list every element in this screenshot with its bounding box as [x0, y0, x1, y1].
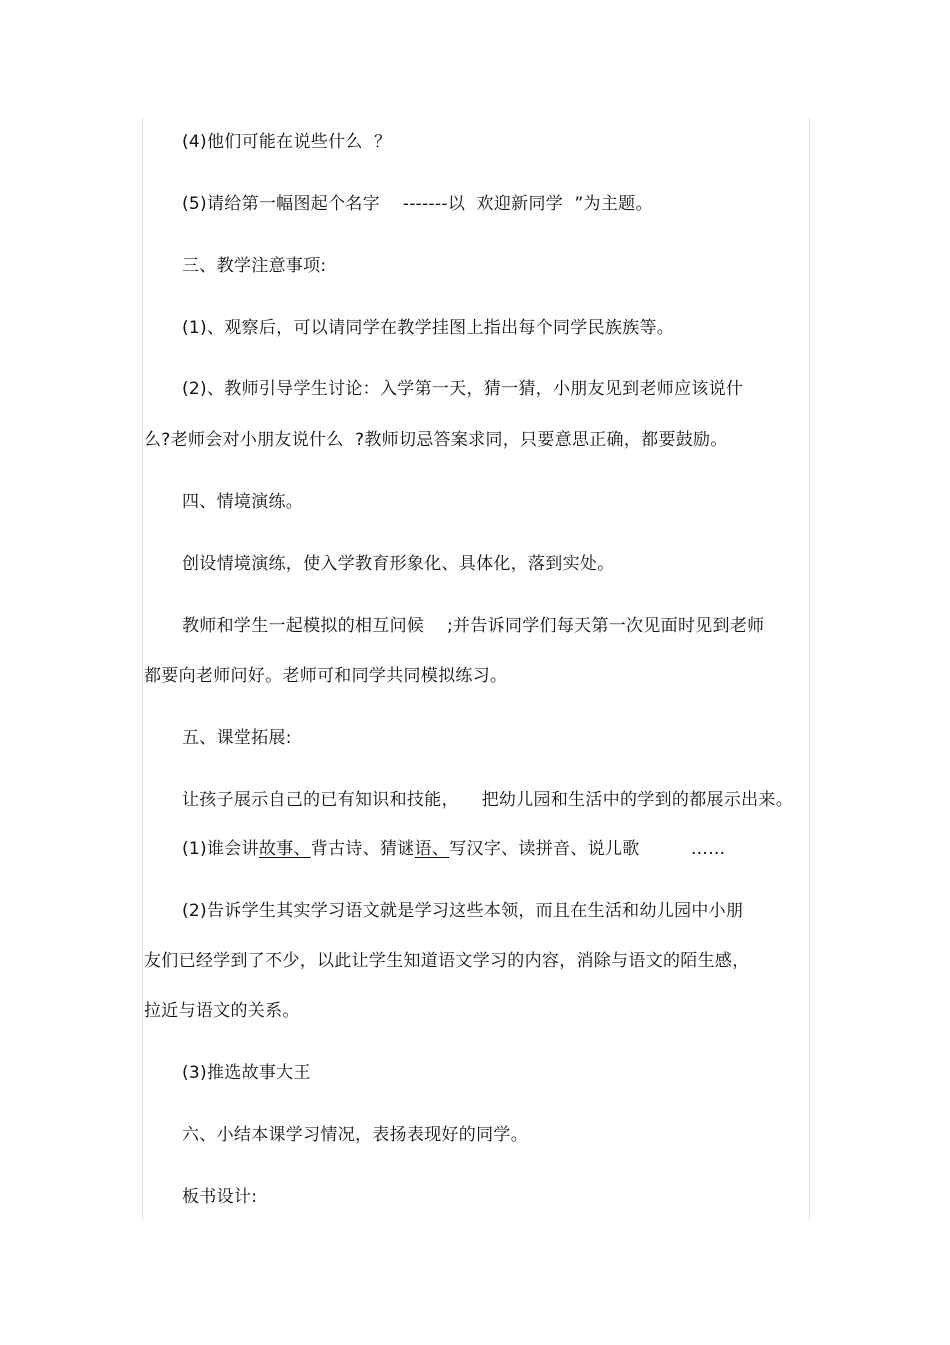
blackboard-design-heading: 板书设计: — [182, 1187, 258, 1207]
question-5: (5)请给第一幅图起个名字 -------以 欢迎新同学 ”为主题。 — [182, 194, 653, 214]
activity-2-line-1: (2)告诉学生其实学习语文就是学习这些本领，而且在生活和幼儿园中小朋 — [182, 901, 744, 921]
question-4: (4)他们可能在说些什么 ？ — [182, 132, 392, 152]
section-heading-5: 五、课堂拓展: — [182, 728, 292, 748]
activity-2-line-2: 友们已经学到了不少，以此让学生知道语文学习的内容，消除与语文的陌生感， — [144, 951, 750, 971]
paragraph-greeting-line-2: 都要向老师问好。老师可和同学共同模拟练习。 — [144, 666, 508, 686]
note-1: (1)、观察后，可以请同学在教学挂图上指出每个同学民族族等。 — [182, 318, 675, 338]
activity-1-suffix: 写汉字、读拼音、说儿歌 …… — [449, 839, 726, 859]
activity-1-middle: 背古诗、猜谜 — [310, 839, 415, 859]
activity-1 — [182, 838, 725, 860]
activity-1-underline-1: 故事、 — [258, 839, 311, 859]
section-heading-6: 六、小结本课学习情况，表扬表现好的同学。 — [182, 1125, 528, 1145]
activity-1-prefix: (1)谁会讲 — [182, 839, 259, 859]
activity-2-line-3: 拉近与语文的关系。 — [144, 1001, 300, 1021]
activity-1-underline-2: 语、 — [414, 839, 450, 859]
paragraph-showcase: 让孩子展示自己的已有知识和技能， 把幼儿园和生活中的学到的都展示出来。 — [182, 790, 794, 810]
section-heading-3: 三、教学注意事项: — [182, 256, 327, 276]
paragraph-greeting-line-1: 教师和学生一起模拟的相互问候 ;并告诉同学们每天第一次见面时见到老师 — [182, 616, 765, 636]
section-heading-4: 四、情境演练。 — [182, 492, 304, 512]
note-2-line-1: (2)、教师引导学生讨论：入学第一天，猜一猜，小朋友见到老师应该说什 — [182, 379, 744, 399]
paragraph-scenario: 创设情境演练，使入学教育形象化、具体化，落到实处。 — [182, 554, 615, 574]
activity-3: (3)推选故事大王 — [182, 1063, 311, 1083]
note-2-line-2: 么?老师会对小朋友说什么 ?教师切忌答案求同，只要意思正确，都要鼓励。 — [144, 430, 728, 450]
